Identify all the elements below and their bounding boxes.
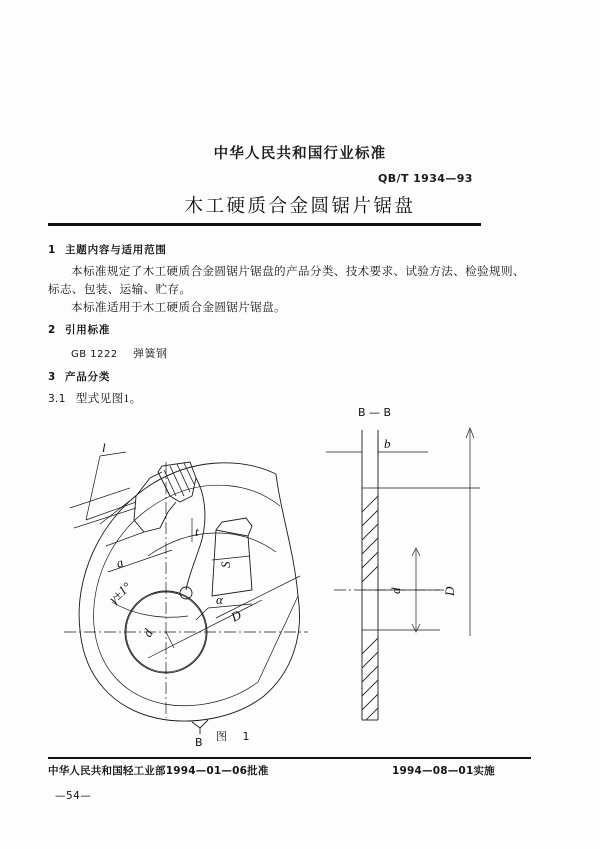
- section-1-paragraph-3: 本标准适用于木工硬质合金圆锯片锯盘。: [71, 301, 286, 314]
- annotation-bore-diameter: d: [139, 626, 156, 640]
- annotation-bore-dimension: d: [388, 587, 403, 594]
- page-title: 木工硬质合金圆锯片锯盘: [184, 197, 416, 217]
- annotation-pitch: t: [195, 524, 199, 539]
- section-heading-1: [48, 242, 167, 257]
- section-title-1: 主题内容与适用范围: [65, 244, 167, 256]
- footer-approval: 中华人民共和国轻工业部1994—01—06批准: [48, 765, 269, 777]
- annotation-plate-thickness: b: [384, 436, 391, 451]
- national-standard-label: 中华人民共和国行业标准: [213, 146, 387, 162]
- section-heading-3: [48, 369, 110, 384]
- annotation-outer-diameter: D: [228, 606, 244, 625]
- standard-code: QB/T 1934—93: [378, 172, 473, 185]
- carbide-tip-hatching: [164, 463, 194, 496]
- section-title-3: 产品分类: [65, 371, 111, 383]
- footer-implementation: 1994—08—01实施: [392, 765, 495, 777]
- section-marker-label: B: [195, 736, 203, 749]
- figure-1-drawing: [40, 400, 560, 750]
- reference-standard-entry: [71, 345, 168, 361]
- footer-divider: [48, 757, 531, 759]
- clause-3-1-number: 3.1: [48, 393, 66, 405]
- section-number-3: 3: [48, 371, 57, 383]
- annotation-tip-angle: α: [216, 592, 223, 607]
- section-view-b-b: [326, 406, 480, 744]
- figure-caption: 图 1: [216, 730, 256, 743]
- section-hatching-upper: [356, 488, 386, 588]
- section-number-2: 2: [48, 324, 57, 336]
- page-number: —54—: [55, 790, 92, 802]
- section-view-label: B — B: [358, 406, 392, 419]
- section-hatching-lower: [356, 630, 386, 744]
- annotation-tooth-length: l: [102, 440, 106, 455]
- reference-standard-name: 弹簧钢: [133, 348, 168, 360]
- section-title-2: 引用标准: [65, 324, 111, 336]
- annotation-outer-dimension: D: [442, 586, 457, 596]
- annotation-clearance-a: a: [114, 554, 126, 571]
- saw-blade-plan-view: [64, 440, 308, 749]
- section-1-paragraph-1: 本标准规定了木工硬质合金圆锯片锯盘的产品分类、技术要求、试验方法、检验规则、: [71, 265, 525, 278]
- section-heading-2: [48, 322, 110, 337]
- section-number-1: 1: [48, 244, 57, 256]
- header-divider: [48, 223, 481, 226]
- annotation-rake-angle: γ±1°: [105, 579, 134, 607]
- reference-standard-code: GB 1222: [71, 349, 118, 360]
- section-1-paragraph-2: 标志、包装、运输、贮存。: [48, 283, 192, 296]
- annotation-tooth-thickness: S: [218, 561, 233, 568]
- clause-3-1-text: 型式见图1。: [75, 392, 142, 405]
